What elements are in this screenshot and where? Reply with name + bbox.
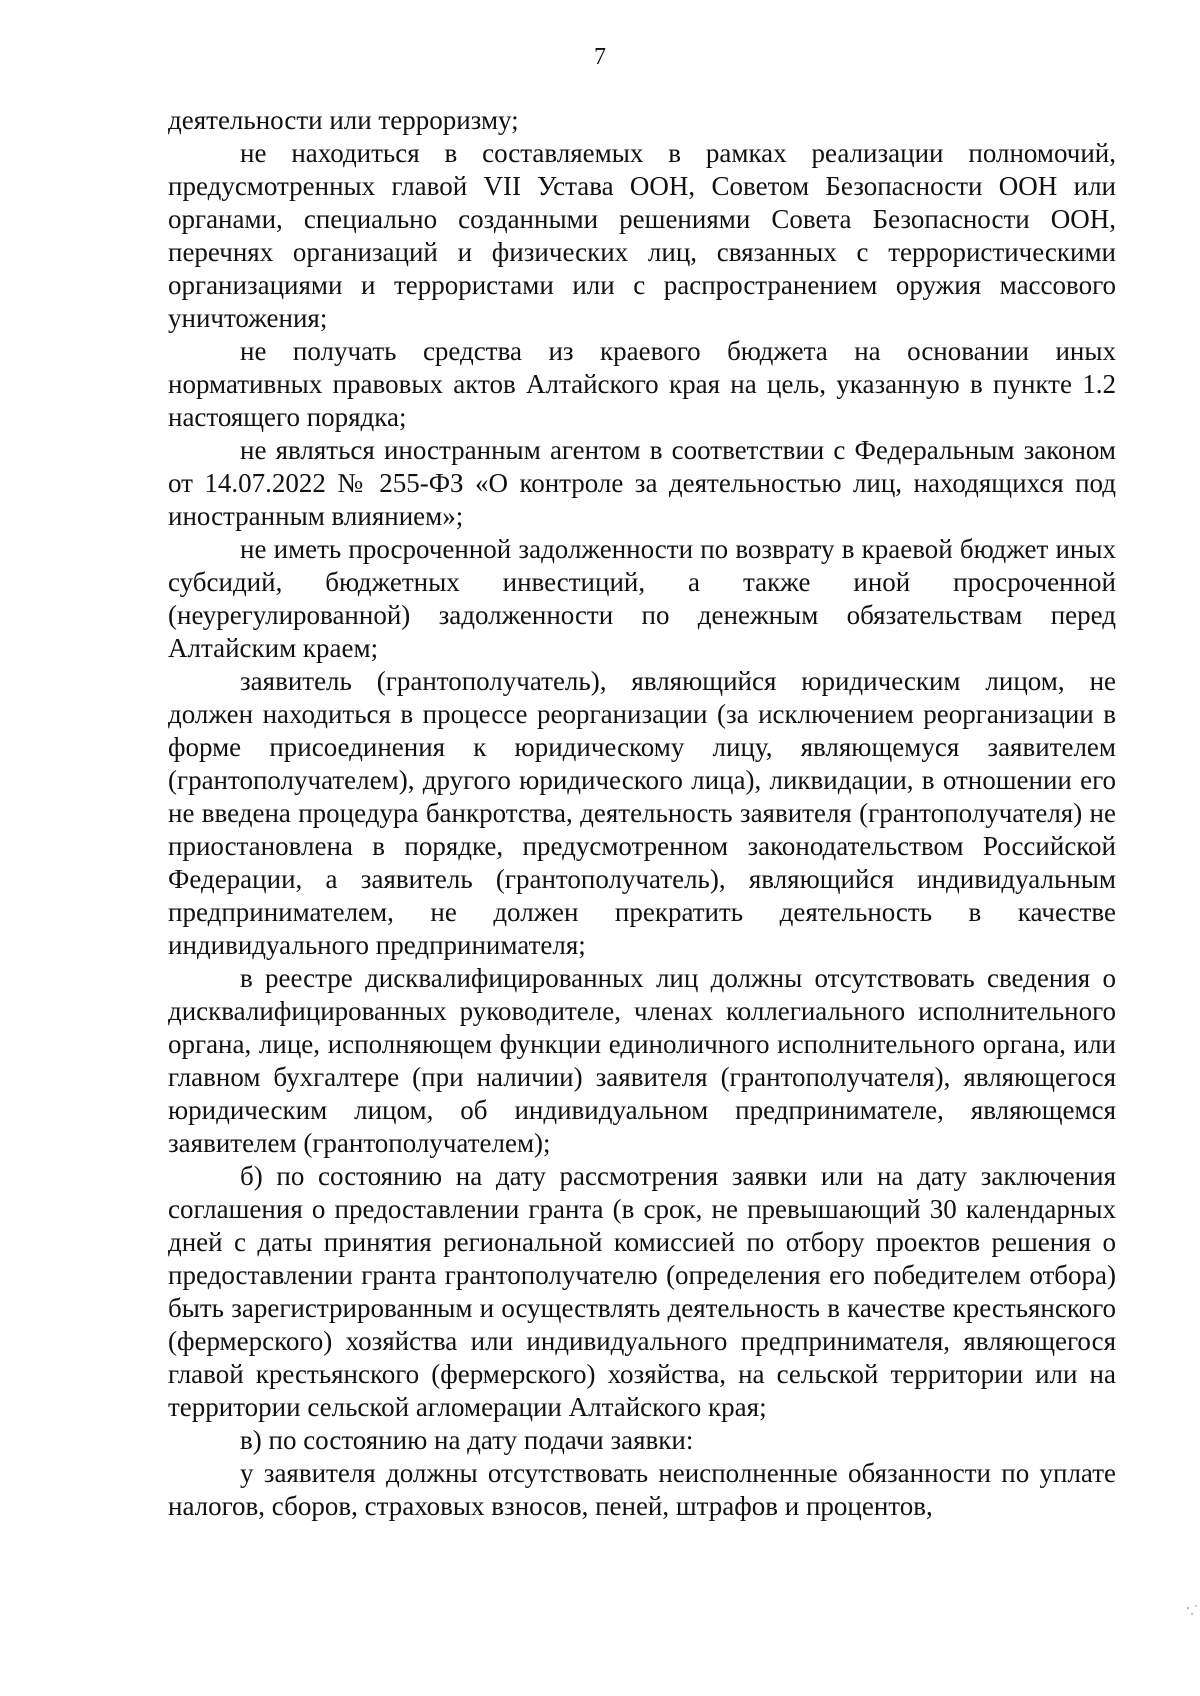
paragraph: у заявителя должны отсутствовать неисполненные обязанности по уплате налогов, сборов, страховых взносов, пеней, штрафов и процентов, <box>168 1458 1116 1521</box>
paragraph: не получать средства из краевого бюджета на основании иных нормативных правовых актов Алтайского края на цель, указанную в пункте 1.2 настоящего порядка; <box>168 336 1116 432</box>
scan-artifact-marks <box>1180 1600 1200 1640</box>
paragraph: не иметь просроченной задолженности по возврату в краевой бюджет иных субсидий, бюджетных инвестиций, а также иной просроченной (неурегулированной) задолженности по денежным обязательствам перед Алтайским краем; <box>168 534 1116 663</box>
document-body <box>168 104 1116 1523</box>
paragraph: заявитель (грантополучатель), являющийся юридическим лицом, не должен находиться в процессе реорганизации (за исключением реорганизации в форме присоединения к юридическому лицу, являющемуся заявителем (грантополучателем), другого юридического лица), ликвидации, в отношении его не введена процедура банкротства, деятельность заявителя (грантополучателя) не приостановлена в порядке, предусмотренном законодательством Российской Федерации, а заявитель (грантополучатель), являющийся индивидуальным предпринимателем, не должен прекратить деятельность в качестве индивидуального предпринимателя; <box>168 666 1116 960</box>
paragraph: в) по состоянию на дату подачи заявки: <box>240 1425 694 1455</box>
page-number: 7 <box>594 44 606 70</box>
paragraph: в реестре дисквалифицированных лиц должны отсутствовать сведения о дисквалифицированных руководителе, членах коллегиального исполнительного органа, лице, исполняющем функции единоличного исполнительного органа, или главном бухгалтере (при наличии) заявителя (грантополучателя), являющегося юридическим лицом, об индивидуальном предпринимателе, являющемся заявителем (грантополучателем); <box>168 963 1116 1158</box>
paragraph: не находиться в составляемых в рамках реализации полномочий, предусмотренных главой VII Устава ООН, Советом Безопасности ООН или органами, специально созданными решениями Совета Безопасности ООН, перечнях организаций и физических лиц, связанных с террористическими организациями и террористами или с распространением оружия массового уничтожения; <box>168 138 1116 333</box>
paragraph: б) по состоянию на дату рассмотрения заявки или на дату заключения соглашения о предоставлении гранта (в срок, не превышающий 30 календарных дней с даты принятия региональной комиссией по отбору проектов решения о предоставлении гранта грантополучателю (определения его победителем отбора) быть зарегистрированным и осуществлять деятельность в качестве крестьянского (фермерского) хозяйства или индивидуального предпринимателя, являющегося главой крестьянского (фермерского) хозяйства, на сельской территории или на территории сельской агломерации Алтайского края; <box>168 1161 1116 1422</box>
paragraph: не являться иностранным агентом в соответствии с Федеральным законом от 14.07.2022 № 255-ФЗ «О контроле за деятельностью лиц, находящихся под иностранным влиянием»; <box>168 435 1116 531</box>
paragraph: деятельности или терроризму; <box>168 105 519 135</box>
